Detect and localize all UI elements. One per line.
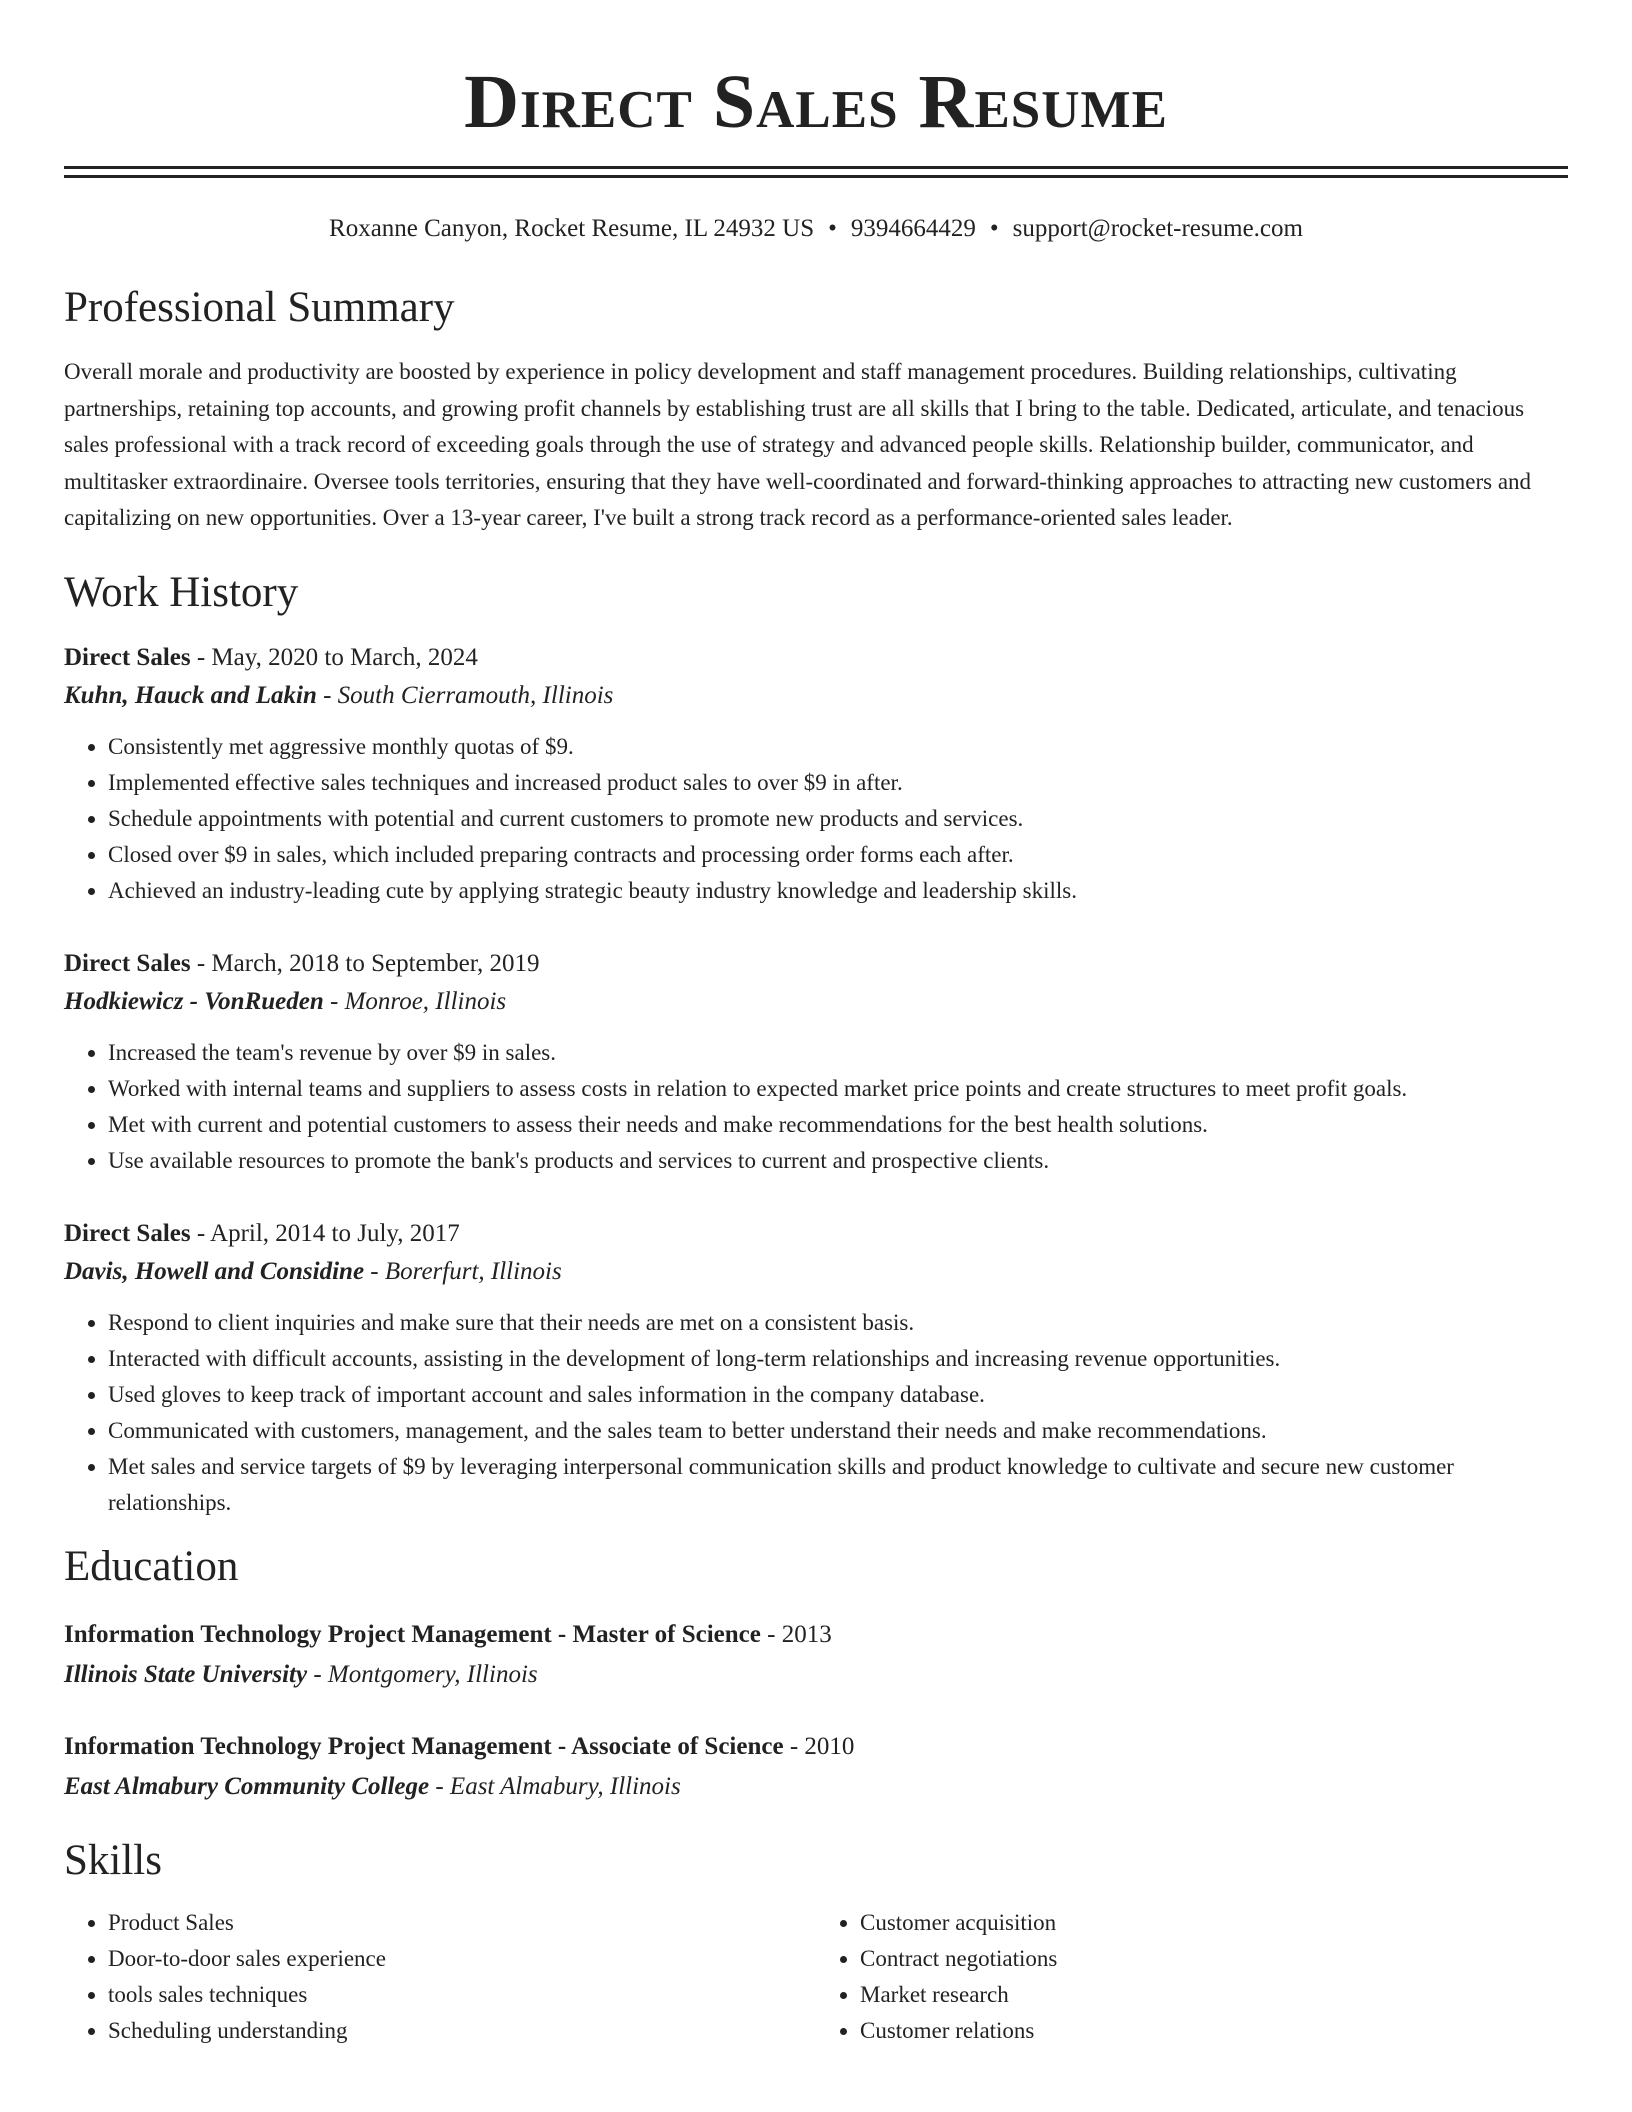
job-bullet: • Worked with internal teams and suppliers to assess costs in relation to expected market price points and create structures to meet profit goals. <box>108 1071 1568 1107</box>
job-dates: - April, 2014 to July, 2017 <box>190 1219 460 1247</box>
contact-separator: • <box>989 215 999 242</box>
education-degree-line <box>64 1727 1568 1767</box>
job-title: Direct Sales <box>64 643 191 671</box>
job-bullet: • Schedule appointments with potential and current customers to promote new products and services. <box>108 801 1568 837</box>
skill-item: • tools sales techniques <box>108 1977 816 2013</box>
contact-phone: 9394664429 <box>850 215 976 242</box>
skill-item: • Customer acquisition <box>860 1905 1568 1941</box>
job-bullet: • Communicated with customers, management, and the sales team to better understand their needs and make recommendations. <box>108 1413 1568 1449</box>
job-dates: - May, 2020 to March, 2024 <box>190 643 478 671</box>
contact-email: support@rocket-resume.com <box>1012 215 1303 242</box>
job-header <box>64 1215 1568 1253</box>
skills-column-left <box>64 1905 816 2049</box>
education-degree: Information Technology Project Management - Associate of Science <box>64 1732 784 1760</box>
education-heading: Education <box>64 1542 239 1590</box>
education-school-line <box>64 1655 1568 1695</box>
skill-item: • Market research <box>860 1977 1568 2013</box>
job-bullet: • Achieved an industry-leading cute by applying strategic beauty industry knowledge and leadership skills. <box>108 873 1568 909</box>
education-school-line <box>64 1767 1568 1807</box>
skill-item: • Contract negotiations <box>860 1941 1568 1977</box>
job-bullet: • Used gloves to keep track of important account and sales information in the company database. <box>108 1377 1568 1413</box>
contact-separator: • <box>828 215 837 242</box>
job-bullets <box>64 1305 1568 1521</box>
job-company: Hodkiewicz - VonRueden <box>64 987 324 1015</box>
summary-heading: Professional Summary <box>64 284 455 331</box>
job-header <box>64 639 1568 677</box>
job-entry <box>64 639 1568 909</box>
skill-item: • Door-to-door sales experience <box>108 1941 816 1977</box>
job-bullet: • Respond to client inquiries and make sure that their needs are met on a consistent basis. <box>108 1305 1568 1341</box>
education-entry <box>64 1727 1568 1807</box>
education-school: East Almabury Community College <box>64 1772 430 1800</box>
job-title: Direct Sales <box>64 1219 191 1247</box>
job-location: - Borerfurt, Illinois <box>364 1257 562 1285</box>
job-location: - Monroe, Illinois <box>323 987 507 1015</box>
skills-heading: Skills <box>64 1836 162 1884</box>
education-location: - East Almabury, Illinois <box>429 1772 681 1800</box>
education-entry <box>64 1615 1568 1695</box>
job-company: Davis, Howell and Considine <box>64 1257 365 1285</box>
job-bullet: • Increased the team's revenue by over $9 in sales. <box>108 1035 1568 1071</box>
job-bullets <box>64 1035 1568 1179</box>
skill-item: • Scheduling understanding <box>108 2013 816 2049</box>
job-bullet: • Consistently met aggressive monthly quotas of $9. <box>108 729 1568 765</box>
contact-line <box>64 214 1568 244</box>
job-entry <box>64 945 1568 1179</box>
job-bullet: • Use available resources to promote the bank's products and services to current and prospective clients. <box>108 1143 1568 1179</box>
resume-title: Direct Sales Resume <box>464 60 1168 144</box>
job-bullet: • Met with current and potential customers to assess their needs and make recommendations for the best health solutions. <box>108 1107 1568 1143</box>
job-entry <box>64 1215 1568 1521</box>
education-school: Illinois State University <box>64 1660 308 1688</box>
education-degree-line <box>64 1615 1568 1655</box>
education-degree: Information Technology Project Management - Master of Science <box>64 1620 761 1648</box>
job-header <box>64 945 1568 983</box>
job-bullet: • Implemented effective sales techniques and increased product sales to over $9 in after. <box>108 765 1568 801</box>
job-employer <box>64 677 1568 715</box>
summary-text: Overall morale and productivity are boosted by experience in policy development and staff management procedures. Building relationships, cultivating partnerships, retaining top accounts, and growing profit channels by establishing trust are all skills that I bring to the table. Dedicated, articulate, and tenacious sales professional with a track record of exceeding goals through the use of strategy and advanced people skills. Relationship builder, communicator, and multitasker extraordinaire. Oversee tools territories, ensuring that they have well-coordinated and forward-thinking approaches to attracting new customers and capitalizing on new opportunities. Over a 13-year career, I've built a strong track record as a performance-oriented sales leader. <box>64 359 1532 530</box>
job-bullets <box>64 729 1568 909</box>
skill-item: • Product Sales <box>108 1905 816 1941</box>
skill-item: • Customer relations <box>860 2013 1568 2049</box>
job-employer <box>64 983 1568 1021</box>
job-employer <box>64 1253 1568 1291</box>
job-bullet: • Met sales and service targets of $9 by leveraging interpersonal communication skills and product knowledge to cultivate and secure new customer relationships. <box>108 1449 1568 1521</box>
job-company: Kuhn, Hauck and Lakin <box>64 681 317 709</box>
job-bullet: • Interacted with difficult accounts, assisting in the development of long-term relationships and increasing revenue opportunities. <box>108 1341 1568 1377</box>
education-year: - 2013 <box>760 1620 832 1648</box>
education-year: - 2010 <box>783 1732 855 1760</box>
job-location: - South Cierramouth, Illinois <box>316 681 614 709</box>
education-location: - Montgomery, Illinois <box>307 1660 538 1688</box>
job-bullet: • Closed over $9 in sales, which included preparing contracts and processing order forms each after. <box>108 837 1568 873</box>
work-history-heading: Work History <box>64 568 299 616</box>
skills-grid <box>64 1905 1568 2049</box>
job-dates: - March, 2018 to September, 2019 <box>190 949 540 977</box>
contact-address: Roxanne Canyon, Rocket Resume, IL 24932 US <box>329 215 815 242</box>
job-title: Direct Sales <box>64 949 191 977</box>
title-divider <box>64 166 1568 178</box>
skills-column-right <box>816 1905 1568 2049</box>
